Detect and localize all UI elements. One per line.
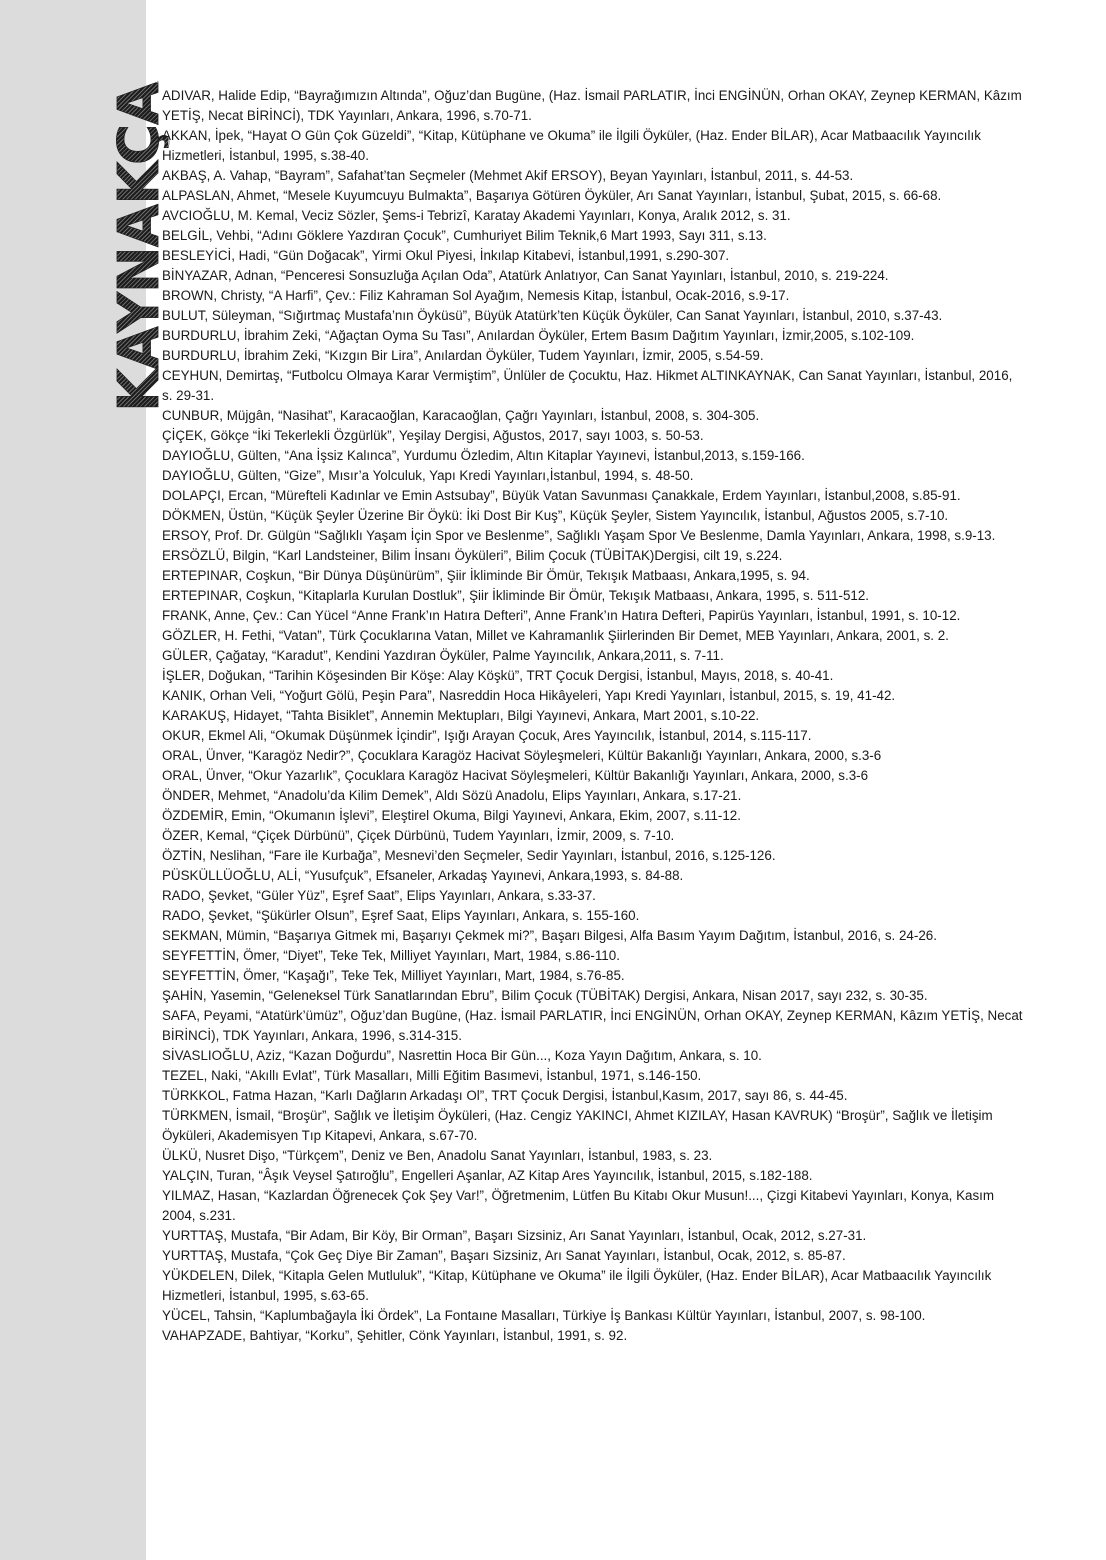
reference-entry: ORAL, Ünver, “Okur Yazarlık”, Çocuklara Karagöz Hacivat Söyleşmeleri, Kültür Bakanlığı Yayınları, Ankara, 2000, s.3-6 bbox=[162, 768, 869, 783]
reference-entry: GÜLER, Çağatay, “Karadut”, Kendini Yazdıran Öyküler, Palme Yayıncılık, Ankara,2011, s. 7-11. bbox=[162, 648, 724, 663]
reference-list bbox=[162, 86, 1024, 1346]
reference-entry: DÖKMEN, Üstün, “Küçük Şeyler Üzerine Bir Öykü: İki Dost Bir Kuş”, Küçük Şeyler, Sistem Yayıncılık, İstanbul, Ağustos 2005, s.7-10. bbox=[162, 508, 949, 523]
reference-entry: ÖNDER, Mehmet, “Anadolu’da Kilim Demek”, Aldı Sözü Anadolu, Elips Yayınları, Ankara, s.17-21. bbox=[162, 788, 742, 803]
reference-entry: ÜLKÜ, Nusret Dişo, “Türkçem”, Deniz ve Ben, Anadolu Sanat Yayınları, İstanbul, 1983, s. 23. bbox=[162, 1148, 713, 1163]
reference-entry: PÜSKÜLLÜOĞLU, ALİ, “Yusufçuk”, Efsaneler, Arkadaş Yayınevi, Ankara,1993, s. 84-88. bbox=[162, 868, 684, 883]
reference-entry: BULUT, Süleyman, “Sığırtmaç Mustafa’nın Öyküsü”, Büyük Atatürk’ten Küçük Öyküler, Can Sanat Yayınları, İstanbul, 2010, s.37-43. bbox=[162, 308, 943, 323]
reference-entry: FRANK, Anne, Çev.: Can Yücel “Anne Frank’ın Hatıra Defteri”, Anne Frank’ın Hatıra Defteri, Papirüs Yayınları, İstanbul, 1991, s. 10-12. bbox=[162, 608, 961, 623]
sidebar-title: KAYNAKÇA bbox=[107, 82, 172, 412]
reference-entry: ORAL, Ünver, “Karagöz Nedir?”, Çocuklara Karagöz Hacivat Söyleşmeleri, Kültür Bakanlığı Yayınları, Ankara, 2000, s.3-6 bbox=[162, 748, 882, 763]
reference-entry: CUNBUR, Müjgân, “Nasihat”, Karacaoğlan, Karacaoğlan, Çağrı Yayınları, İstanbul, 2008, s. 304-305. bbox=[162, 408, 760, 423]
reference-entry: SEYFETTİN, Ömer, “Kaşağı”, Teke Tek, Milliyet Yayınları, Mart, 1984, s.76-85. bbox=[162, 968, 625, 983]
reference-entry: KARAKUŞ, Hidayet, “Tahta Bisiklet”, Annemin Mektupları, Bilgi Yayınevi, Ankara, Mart 2001, s.10-22. bbox=[162, 708, 760, 723]
reference-entry: YÜCEL, Tahsin, “Kaplumbağayla İki Ördek”, La Fontaıne Masalları, Türkiye İş Bankası Kültür Yayınları, İstanbul, 2007, s. 98-100. bbox=[162, 1308, 926, 1323]
reference-entry: VAHAPZADE, Bahtiyar, “Korku”, Şehitler, Cönk Yayınları, İstanbul, 1991, s. 92. bbox=[162, 1328, 628, 1343]
reference-entry: ŞAHİN, Yasemin, “Geleneksel Türk Sanatlarından Ebru”, Bilim Çocuk (TÜBİTAK) Dergisi, Ankara, Nisan 2017, sayı 232, s. 30-35. bbox=[162, 988, 928, 1003]
reference-entry: SEYFETTİN, Ömer, “Diyet”, Teke Tek, Milliyet Yayınları, Mart, 1984, s.86-110. bbox=[162, 948, 620, 963]
reference-entry: YALÇIN, Turan, “Âşık Veysel Şatıroğlu”, Engelleri Aşanlar, AZ Kitap Ares Yayıncılık, İstanbul, 2015, s.182-188. bbox=[162, 1168, 813, 1183]
reference-entry: DAYIOĞLU, Gülten, “Ana İşsiz Kalınca”, Yurdumu Özledim, Altın Kitaplar Yayınevi, İstanbul,2013, s.159-166. bbox=[162, 448, 805, 463]
reference-entry: YURTTAŞ, Mustafa, “Bir Adam, Bir Köy, Bir Orman”, Başarı Sizsiniz, Arı Sanat Yayınları, İstanbul, Ocak, 2012, s.27-31. bbox=[162, 1228, 867, 1243]
reference-entry: BİNYAZAR, Adnan, “Penceresi Sonsuzluğa Açılan Oda”, Atatürk Anlatıyor, Can Sanat Yayınları, İstanbul, 2010, s. 219-224. bbox=[162, 268, 889, 283]
reference-entry: RADO, Şevket, “Şükürler Olsun”, Eşref Saat, Elips Yayınları, Ankara, s. 155-160. bbox=[162, 908, 640, 923]
reference-entry: BURDURLU, İbrahim Zeki, “Kızgın Bir Lira”, Anılardan Öyküler, Tudem Yayınları, İzmir, 2005, s.54-59. bbox=[162, 348, 764, 363]
reference-entry: OKUR, Ekmel Ali, “Okumak Düşünmek İçindir”, Işığı Arayan Çocuk, Ares Yayıncılık, İstanbul, 2014, s.115-117. bbox=[162, 728, 812, 743]
reference-entry: ALPASLAN, Ahmet, “Mesele Kuyumcuyu Bulmakta”, Başarıya Götüren Öyküler, Arı Sanat Yayınları, İstanbul, Şubat, 2015, s. 66-68. bbox=[162, 188, 942, 203]
reference-entry: AKKAN, İpek, “Hayat O Gün Çok Güzeldi”, “Kitap, Kütüphane ve Okuma” ile İlgili Öyküler, (Haz. Ender BİLAR), Acar Matbaacılık Yayıncılık Hizmetleri, İstanbul, 1995, s.38-40. bbox=[162, 128, 981, 163]
reference-entry: ÖZDEMİR, Emin, “Okumanın İşlevi”, Eleştirel Okuma, Bilgi Yayınevi, Ankara, Ekim, 2007, s.11-12. bbox=[162, 808, 741, 823]
reference-entry: RADO, Şevket, “Güler Yüz”, Eşref Saat”, Elips Yayınları, Ankara, s.33-37. bbox=[162, 888, 596, 903]
reference-entry: KANIK, Orhan Veli, “Yoğurt Gölü, Peşin Para”, Nasreddin Hoca Hikâyeleri, Yapı Kredi Yayınları, İstanbul, 2015, s. 19, 41-42. bbox=[162, 688, 896, 703]
reference-entry: BURDURLU, İbrahim Zeki, “Ağaçtan Oyma Su Tası”, Anılardan Öyküler, Ertem Basım Dağıtım Yayınları, İzmir,2005, s.102-109. bbox=[162, 328, 915, 343]
reference-entry: ERSÖZLÜ, Bilgin, “Karl Landsteiner, Bilim İnsanı Öyküleri”, Bilim Çocuk (TÜBİTAK)Dergisi, cilt 19, s.224. bbox=[162, 548, 783, 563]
reference-entry: TÜRKKOL, Fatma Hazan, “Karlı Dağların Arkadaşı Ol”, TRT Çocuk Dergisi, İstanbul,Kasım, 2017, sayı 86, s. 44-45. bbox=[162, 1088, 848, 1103]
reference-entry: SİVASLIOĞLU, Aziz, “Kazan Doğurdu”, Nasrettin Hoca Bir Gün..., Koza Yayın Dağıtım, Ankara, s. 10. bbox=[162, 1048, 762, 1063]
reference-entry: İŞLER, Doğukan, “Tarihin Köşesinden Bir Köşe: Alay Köşkü”, TRT Çocuk Dergisi, İstanbul, Mayıs, 2018, s. 40-41. bbox=[162, 668, 834, 683]
reference-entry: YÜKDELEN, Dilek, “Kitapla Gelen Mutluluk”, “Kitap, Kütüphane ve Okuma” ile İlgili Öyküler, (Haz. Ender BİLAR), Acar Matbaacılık Yayıncılık Hizmetleri, İstanbul, 1995, s.63-65. bbox=[162, 1268, 992, 1303]
reference-entry: TÜRKMEN, İsmail, “Broşür”, Sağlık ve İletişim Öyküleri, (Haz. Cengiz YAKINCI, Ahmet KIZILAY, Hasan KAVRUK) “Broşür”, Sağlık ve İletişim Öyküleri, Akademisyen Tıp Kitapevi, Ankara, s.67-70. bbox=[162, 1108, 993, 1143]
reference-entry: ERTEPINAR, Coşkun, “Kitaplarla Kurulan Dostluk”, Şiir İkliminde Bir Ömür, Tekışık Matbaası, Ankara, 1995, s. 511-512. bbox=[162, 588, 870, 603]
reference-entry: SAFA, Peyami, “Atatürk’ümüz”, Oğuz’dan Bugüne, (Haz. İsmail PARLATIR, İnci ENGİNÜN, Orhan OKAY, Zeynep KERMAN, Kâzım YETİŞ, Necat BİRİNCİ), TDK Yayınları, Ankara, 1996, s.314-315. bbox=[162, 1008, 1023, 1043]
reference-entry: ÖZER, Kemal, “Çiçek Dürbünü”, Çiçek Dürbünü, Tudem Yayınları, İzmir, 2009, s. 7-10. bbox=[162, 828, 675, 843]
reference-entry: GÖZLER, H. Fethi, “Vatan”, Türk Çocuklarına Vatan, Millet ve Kahramanlık Şiirlerinden Bir Demet, MEB Yayınları, Ankara, 2001, s. 2. bbox=[162, 628, 949, 643]
reference-entry: ERSOY, Prof. Dr. Gülgün “Sağlıklı Yaşam İçin Spor ve Beslenme”, Sağlıklı Yaşam Spor Ve Beslenme, Damla Yayınları, Ankara, 1998, s.9-13. bbox=[162, 528, 996, 543]
reference-entry: TEZEL, Naki, “Akıllı Evlat”, Türk Masalları, Milli Eğitim Basımevi, İstanbul, 1971, s.146-150. bbox=[162, 1068, 702, 1083]
sidebar bbox=[0, 0, 172, 1560]
reference-entry: YURTTAŞ, Mustafa, “Çok Geç Diye Bir Zaman”, Başarı Sizsiniz, Arı Sanat Yayınları, İstanbul, Ocak, 2012, s. 85-87. bbox=[162, 1248, 846, 1263]
reference-entry: BROWN, Christy, “A Harfi”, Çev.: Filiz Kahraman Sol Ayağım, Nemesis Kitap, İstanbul, Ocak-2016, s.9-17. bbox=[162, 288, 790, 303]
reference-entry: DOLAPÇI, Ercan, “Mürefteli Kadınlar ve Emin Astsubay”, Büyük Vatan Savunması Çanakkale, Erdem Yayınları, İstanbul,2008, s.85-91. bbox=[162, 488, 961, 503]
reference-entry: AKBAŞ, A. Vahap, “Bayram”, Safahat’tan Seçmeler (Mehmet Akif ERSOY), Beyan Yayınları, İstanbul, 2011, s. 44-53. bbox=[162, 168, 854, 183]
reference-entry: DAYIOĞLU, Gülten, “Gize”, Mısır’a Yolculuk, Yapı Kredi Yayınları,İstanbul, 1994, s. 48-50. bbox=[162, 468, 694, 483]
reference-entry: BESLEYİCİ, Hadi, “Gün Doğacak”, Yirmi Okul Piyesi, İnkılap Kitabevi, İstanbul,1991, s.290-307. bbox=[162, 248, 730, 263]
reference-entry: ADIVAR, Halide Edip, “Bayrağımızın Altında”, Oğuz’dan Bugüne, (Haz. İsmail PARLATIR, İnci ENGİNÜN, Orhan OKAY, Zeynep KERMAN, Kâzım YETİŞ, Necat BİRİNCİ), TDK Yayınları, Ankara, 1996, s.70-71. bbox=[162, 88, 1022, 123]
reference-entry: BELGİL, Vehbi, “Adını Göklere Yazdıran Çocuk”, Cumhuriyet Bilim Teknik,6 Mart 1993, Sayı 311, s.13. bbox=[162, 228, 767, 243]
reference-entry: SEKMAN, Mümin, “Başarıya Gitmek mi, Başarıyı Çekmek mi?”, Başarı Bilgesi, Alfa Basım Yayım Dağıtım, İstanbul, 2016, s. 24-26. bbox=[162, 928, 937, 943]
reference-entry: ÇİÇEK, Gökçe “İki Tekerlekli Özgürlük”, Yeşilay Dergisi, Ağustos, 2017, sayı 1003, s. 50-53. bbox=[162, 428, 704, 443]
reference-entry: CEYHUN, Demirtaş, “Futbolcu Olmaya Karar Vermiştim”, Ünlüler de Çocuktu, Haz. Hikmet ALTINKAYNAK, Can Sanat Yayınları, İstanbul, 2016, s. 29-31. bbox=[162, 368, 1013, 403]
reference-entry: YILMAZ, Hasan, “Kazlardan Öğrenecek Çok Şey Var!”, Öğretmenim, Lütfen Bu Kitabı Okur Musun!..., Çizgi Kitabevi Yayınları, Konya, Kasım 2004, s.231. bbox=[162, 1188, 995, 1223]
reference-entry: ERTEPINAR, Coşkun, “Bir Dünya Düşünürüm”, Şiir İkliminde Bir Ömür, Tekışık Matbaası, Ankara,1995, s. 94. bbox=[162, 568, 810, 583]
reference-entry: AVCIOĞLU, M. Kemal, Veciz Sözler, Şems-i Tebrizî, Karatay Akademi Yayınları, Konya, Aralık 2012, s. 31. bbox=[162, 208, 791, 223]
reference-entry: ÖZTİN, Neslihan, “Fare ile Kurbağa”, Mesnevi’den Seçmeler, Sedir Yayınları, İstanbul, 2016, s.125-126. bbox=[162, 848, 776, 863]
